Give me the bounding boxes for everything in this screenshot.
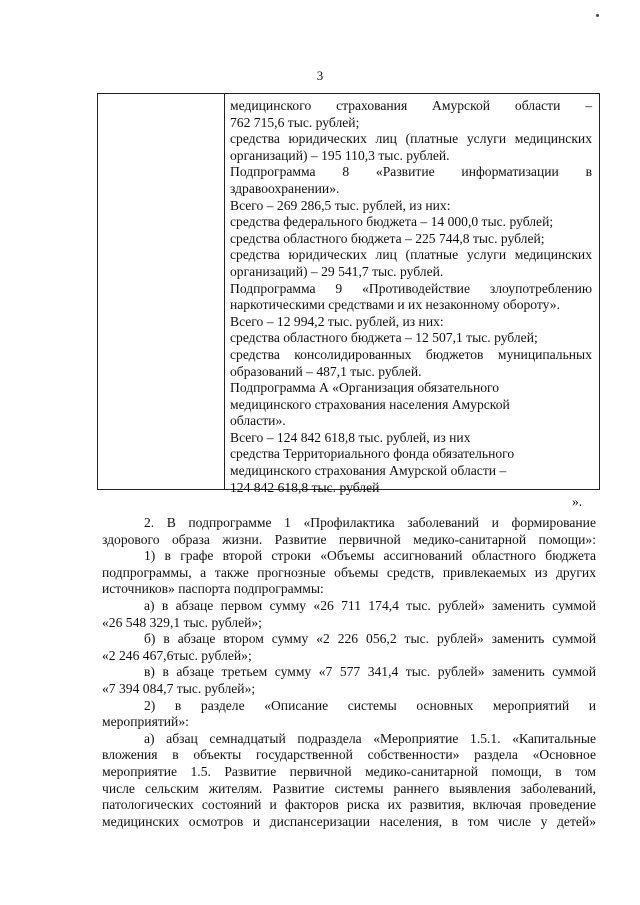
paragraph-line: «26 548 329,1 тыс. рублей»; [102,614,262,630]
table-line: наркотическими средствами и их незаконному обороту». [230,297,561,313]
paragraph-line: подпрограммы, а также прогнозные объемы средств, привлекаемых из других [102,564,596,580]
paragraph-line: «2 246 467,6тыс. рублей»; [102,647,252,663]
table-column-divider [224,94,225,489]
table-line: Подпрограмма 9 «Противодействие злоупотреблению [230,280,592,296]
table-left-cell [98,94,224,489]
table-right-cell [230,98,592,496]
table-line: Всего – 12 994,2 тыс. рублей, из них: [230,313,444,329]
paragraph-line: мероприятий»: [102,714,189,730]
page-number: 3 [316,68,324,83]
table-line: области». [230,413,286,429]
paragraph-line: источников» паспорта подпрограммы: [102,581,324,597]
table-line: медицинского страхования Амурской области – [230,463,507,479]
paragraph-line: 2) в разделе «Описание системы основных мероприятий и [144,697,596,713]
table-line: организаций) – 29 541,7 тыс. рублей. [230,263,444,279]
scan-dot [596,14,599,17]
paragraph-line: здорового образа жизни. Развитие первичной медико-санитарной помощи»: [102,531,596,547]
amendment-text [102,515,596,830]
table-line: Всего – 124 842 618,8 тыс. рублей, из них [230,429,471,445]
paragraph-line: б) в абзаце втором сумму «2 226 056,2 тыс. рублей» заменить суммой [144,631,596,647]
table-line: средства федерального бюджета – 14 000,0 тыс. рублей; [230,214,554,230]
table-line: организаций) – 195 110,3 тыс. рублей. [230,147,450,163]
table-line: средства Территориального фонда обязательного [230,446,515,462]
table-line: средства областного бюджета – 225 744,8 тыс. рублей; [230,230,545,246]
closing-quote: ». [572,494,583,509]
paragraph-line: мероприятие 1.5. Развитие первичной медико-санитарной помощи, в том [102,763,596,779]
table-line: Подпрограмма 8 «Развитие информатизации в [230,164,592,180]
paragraph-line: «7 394 084,7 тыс. рублей»; [102,680,256,696]
table-line: средства консолидированных бюджетов муниципальных [230,346,592,362]
paragraph-line: а) в абзаце первом сумму «26 711 174,4 тыс. рублей» заменить суммой [144,597,596,613]
table-line: образований – 487,1 тыс. рублей. [230,363,422,379]
paragraph-line: 2. В подпрограмме 1 «Профилактика заболеваний и формирование [144,515,596,530]
table-line: 124 842 618,8 тыс. рублей [230,479,380,495]
table-line: 762 715,6 тыс. рублей; [230,114,360,130]
table-line: средства юридических лиц (платные услуги медицинских [230,131,592,147]
table-line: Всего – 269 286,5 тыс. рублей, из них: [230,197,451,213]
paragraph-line: 1) в графе второй строки «Объемы ассигнований областного бюджета [144,548,596,564]
paragraph-line: числе сельским жителям. Развитие системы раннего выявления заболеваний, [102,780,596,796]
table-line: Подпрограмма А «Организация обязательного [230,380,500,396]
table-line: средства областного бюджета – 12 507,1 тыс. рублей; [230,330,538,346]
paragraph-line: медицинских осмотров и диспансеризации населения, в том числе у детей» [102,813,596,829]
table-line: медицинского страхования Амурской области – [230,98,592,113]
paragraph-line: в) в абзаце третьем сумму «7 577 341,4 тыс. рублей» заменить суммой [144,664,596,680]
paragraph-line: патологических состояний и факторов риска их развития, включая проведение [102,797,596,813]
table-line: здравоохранении». [230,180,340,196]
passport-table [97,93,600,495]
paragraph-line: а) абзац семнадцатый подраздела «Мероприятие 1.5.1. «Капитальные [144,730,596,746]
paragraph-line: вложения в объекты государственной собственности» раздела «Основное [102,747,596,763]
table-line: средства юридических лиц (платные услуги медицинских [230,247,592,263]
table-line: медицинского страхования населения Амурской [230,396,510,412]
